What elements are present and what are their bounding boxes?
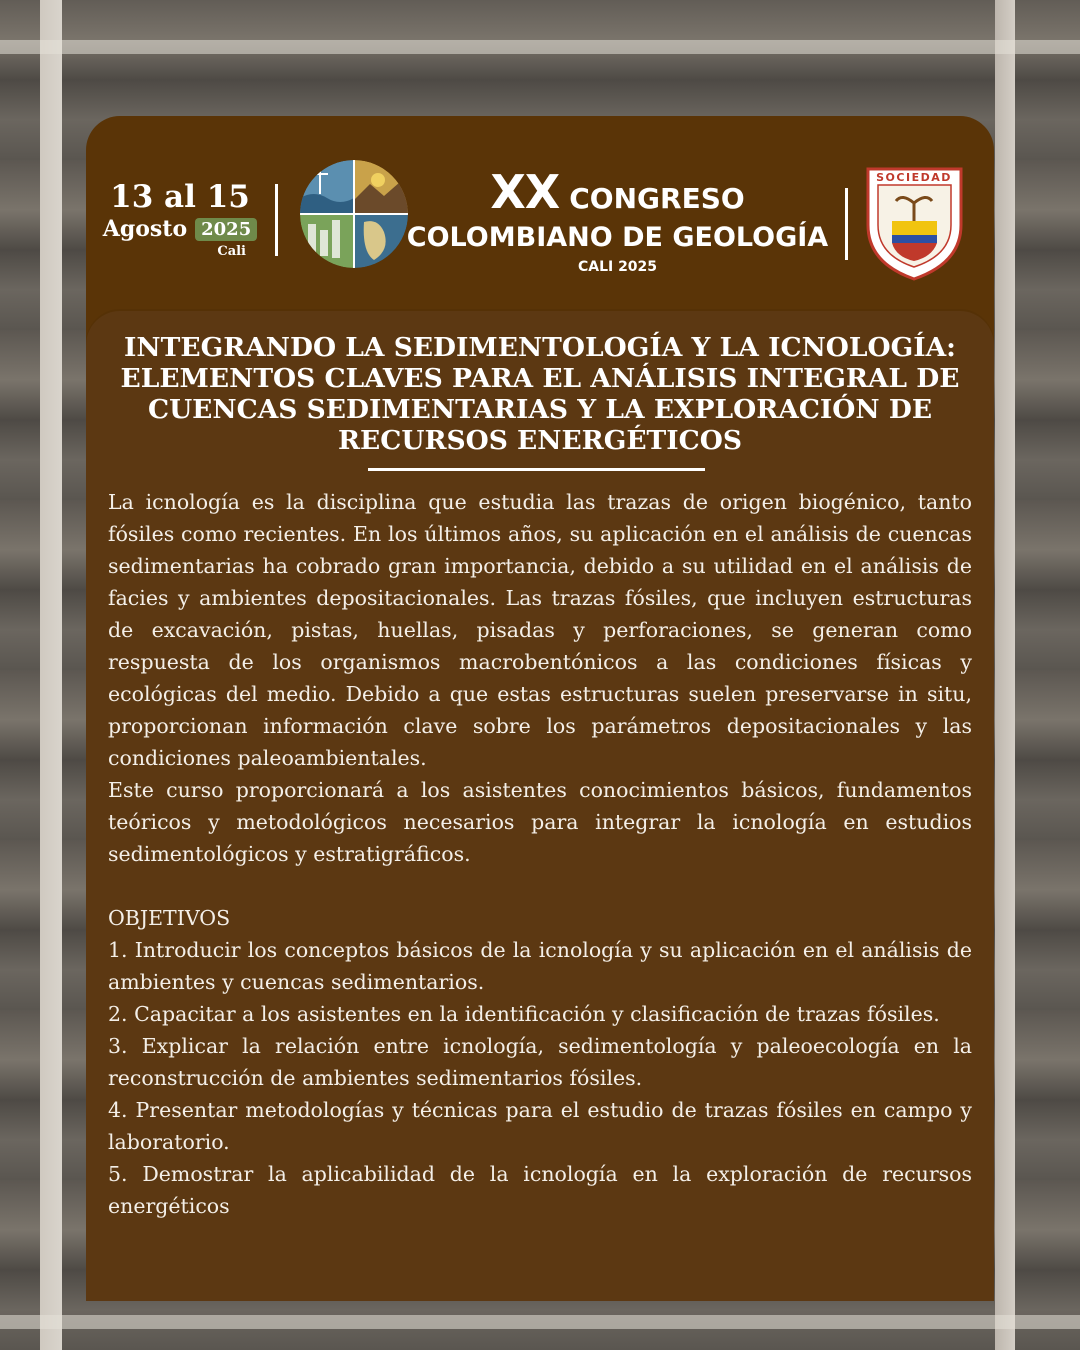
objective-item: 2. Capacitar a los asistentes en la identificación y clasificación de trazas fósiles. xyxy=(108,1002,940,1026)
divider xyxy=(845,188,848,260)
date-city: Cali xyxy=(217,244,246,259)
title-congreso: CONGRESO xyxy=(569,182,745,215)
title-underline xyxy=(368,468,705,471)
background-band xyxy=(0,40,1080,54)
description-paragraph: La icnología es la disciplina que estudia las trazas de origen biogénico, tanto fósiles como recientes. En los últimos años, su aplicación en el análisis de cuencas sedimentarias ha cobrado gran importancia, debido a su utilidad en el análisis de facies y ambientes depositacionales. Las trazas fósiles, que incluyen estructuras de excavación, pistas, huellas, pisadas y perforaciones, se generan como respuesta de los organismos macrobentónicos a las condiciones físicas y ecológicas del medio. Debido a que estas estructuras suelen preservarse in situ, proporcionan información clave sobre los parámetros depositacionales y las condiciones paleoambientales. xyxy=(108,490,972,770)
seal-text: SOCIEDAD xyxy=(876,171,952,184)
background-band xyxy=(0,1315,1080,1329)
society-seal-icon xyxy=(862,163,967,283)
title-colombiano: COLOMBIANO DE GEOLOGÍA xyxy=(406,222,829,253)
objective-item: 3. Explicar la relación entre icnología, sedimentología y paleoecología en la reconstrucción de ambientes sedimentarios fósiles. xyxy=(108,1034,972,1090)
objective-item: 4. Presentar metodologías y técnicas para el estudio de trazas fósiles en campo y laboratorio. xyxy=(108,1098,972,1154)
title-roman-numeral: XX xyxy=(490,165,560,219)
congress-logo-icon xyxy=(300,160,408,268)
year-badge: 2025 xyxy=(195,218,257,241)
title-city-year: CALI 2025 xyxy=(577,259,658,275)
course-title: INTEGRANDO LA SEDIMENTOLOGÍA Y LA ICNOLOGÍA: ELEMENTOS CLAVES PARA EL ANÁLISIS INTEGRAL DE CUENCAS SEDIMENTARIAS Y LA EXPLORACIÓN DE RECURSOS ENERGÉTICOS xyxy=(120,332,960,456)
course-description xyxy=(108,486,972,1222)
date-range: 13 al 15 xyxy=(110,179,250,215)
objectives-heading: OBJETIVOS xyxy=(108,906,231,930)
objective-item: 5. Demostrar la aplicabilidad de la icnología en la exploración de recursos energéticos xyxy=(108,1162,972,1218)
divider xyxy=(275,184,278,256)
event-date xyxy=(100,180,260,259)
date-month: Agosto xyxy=(102,216,188,242)
description-paragraph: Este curso proporcionará a los asistentes conocimientos básicos, fundamentos teóricos y metodológicos necesarios para integrar la icnología en estudios sedimentológicos y estratigráficos. xyxy=(108,778,972,866)
congress-title xyxy=(405,165,830,275)
objective-item: 1. Introducir los conceptos básicos de la icnología y su aplicación en el análisis de ambientes y cuencas sedimentarios. xyxy=(108,938,972,994)
